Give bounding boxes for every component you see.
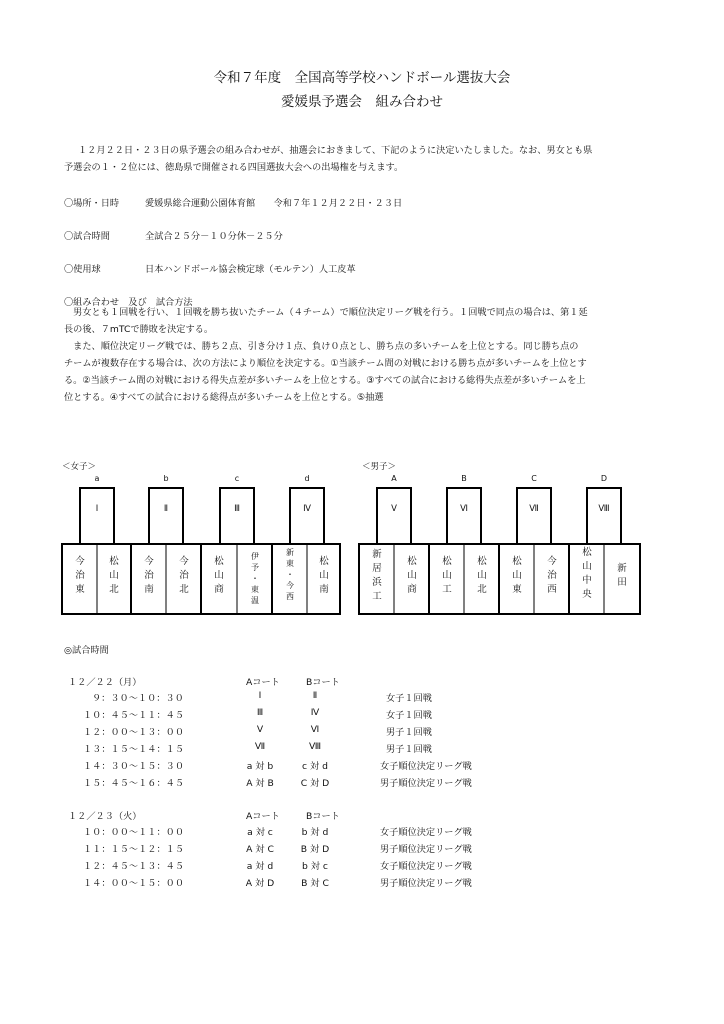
schedule-time: １２：４５～１３：４５ xyxy=(83,861,185,872)
court-b-match: b 対 d xyxy=(301,827,329,838)
time-label: 〇試合時間 xyxy=(64,231,110,242)
court-b-match: B 対 D xyxy=(300,844,330,855)
court-a-match: Ⅲ xyxy=(256,707,264,718)
court-a-match: a 対 d xyxy=(246,861,274,872)
court-b-header: Bコート xyxy=(306,811,340,822)
page-title: 令和７年度 全国高等学校ハンドボール選抜大会 xyxy=(213,70,511,86)
match-note: 女子１回戦 xyxy=(386,693,432,704)
page-subtitle: 愛媛県予選会 組み合わせ xyxy=(281,94,443,110)
team-cell: 松 山 東 xyxy=(512,556,522,595)
match-note: 男子順位決定リーグ戦 xyxy=(380,878,472,889)
method-line: る。②当該チーム間の対戦における得失点差が多いチームを上位とする。③すべての試合における総得失点差が多いチームを上 xyxy=(64,375,586,386)
court-a-match: A 対 D xyxy=(245,878,275,889)
match-note: 女子順位決定リーグ戦 xyxy=(380,827,472,838)
women-match-box xyxy=(149,488,183,544)
men-match-box xyxy=(377,488,411,544)
court-a-match: Ⅶ xyxy=(254,741,266,752)
women-group-letter: c xyxy=(234,474,240,483)
court-a-header: Aコート xyxy=(246,811,280,822)
match-note: 男子１回戦 xyxy=(386,727,432,738)
team-cell: 松 山 工 xyxy=(442,556,452,595)
team-cell: 松 山 南 xyxy=(319,556,329,595)
men-match-number: Ⅴ xyxy=(391,504,397,514)
team-cell: 松 山 商 xyxy=(214,556,224,595)
ball-label: 〇使用球 xyxy=(64,264,101,275)
schedule-time: １５：４５～１６：４５ xyxy=(83,778,185,789)
schedule-time: １１：１５～１２：１５ xyxy=(83,844,185,855)
ball-value: 日本ハンドボール協会検定球（モルテン）人工皮革 xyxy=(145,264,356,275)
schedule-heading: ◎試合時間 xyxy=(64,645,109,656)
court-a-match: a 対 b xyxy=(246,761,274,772)
schedule-time: １３：１５～１４：１５ xyxy=(83,744,185,755)
time-value: 全試合２５分－１０分休－２５分 xyxy=(145,231,283,242)
court-b-match: Ⅷ xyxy=(308,741,322,752)
method-line: チームが複数存在する場合は、次の方法により順位を決定する。①当該チーム間の対戦における勝ち点が多いチームを上位とす xyxy=(64,358,587,369)
schedule-date: １２／２２（月） xyxy=(68,677,142,688)
women-match-box xyxy=(220,488,254,544)
men-bracket-label: ＜男子＞ xyxy=(362,462,397,472)
method-line: 位とする。④すべての試合における総得点が多いチームを上位とする。⑤抽選 xyxy=(64,392,384,403)
women-group-letter: d xyxy=(304,474,310,483)
method-line: 長の後、７mTCで勝敗を決定する。 xyxy=(64,324,214,335)
court-b-match: C 対 D xyxy=(300,778,330,789)
team-cell: 松 山 北 xyxy=(109,556,119,595)
men-group-letter: C xyxy=(531,474,537,483)
women-bracket-label: ＜女子＞ xyxy=(62,462,97,472)
team-cell: 今 治 東 xyxy=(75,556,85,595)
court-a-match: Ⅴ xyxy=(256,724,264,735)
team-cell: 伊 予 ・ 東 温 xyxy=(251,552,259,605)
women-match-box xyxy=(80,488,114,544)
team-cell: 今 治 北 xyxy=(179,556,189,595)
court-b-header: Bコート xyxy=(306,677,340,688)
place-value: 愛媛県総合運動公園体育館 令和７年１２月２２日・２３日 xyxy=(145,198,403,209)
court-b-match: Ⅱ xyxy=(312,690,318,701)
team-cell: 松 山 商 xyxy=(407,556,417,595)
court-a-match: a 対 c xyxy=(247,827,273,838)
team-cell: 新 東 ・ 今 西 xyxy=(286,548,294,601)
men-match-box xyxy=(517,488,551,544)
women-match-number: Ⅲ xyxy=(234,504,240,514)
match-note: 男子１回戦 xyxy=(386,744,432,755)
schedule-time: １４：３０～１５：３０ xyxy=(83,761,185,772)
match-note: 女子１回戦 xyxy=(386,710,432,721)
men-group-letter: A xyxy=(391,474,397,483)
method-line: 男女とも１回戦を行い、１回戦を勝ち抜いたチーム（４チーム）で順位決定リーグ戦を行う。１回戦で同点の場合は、第１延 xyxy=(64,307,588,318)
women-match-number: Ⅰ xyxy=(95,504,99,514)
court-b-match: Ⅳ xyxy=(310,707,320,718)
court-a-header: Aコート xyxy=(246,677,280,688)
men-group-letter: B xyxy=(461,474,467,483)
schedule-time: ９：３０～１０：３０ xyxy=(92,693,184,704)
team-cell: 松 山 中 央 xyxy=(582,547,592,600)
schedule-time: １４：００～１５：００ xyxy=(83,878,185,889)
women-group-letter: a xyxy=(94,474,100,483)
women-match-number: Ⅱ xyxy=(163,504,169,514)
women-match-number: Ⅳ xyxy=(303,504,311,514)
team-cell: 新 居 浜 工 xyxy=(372,549,382,602)
method-heading: 〇組み合わせ 及び 試合方法 xyxy=(64,297,193,308)
place-label: 〇場所・日時 xyxy=(64,198,120,209)
match-note: 男子順位決定リーグ戦 xyxy=(380,844,472,855)
court-a-match: A 対 B xyxy=(246,778,274,789)
schedule-time: １０：００～１１：００ xyxy=(83,827,185,838)
court-a-match: Ⅰ xyxy=(258,690,262,701)
men-match-box xyxy=(587,488,621,544)
men-group-letter: D xyxy=(600,474,608,483)
team-cell: 新 田 xyxy=(617,563,627,588)
schedule-date: １２／２３（火） xyxy=(68,811,142,822)
match-note: 男子順位決定リーグ戦 xyxy=(380,778,472,789)
women-match-box xyxy=(290,488,324,544)
schedule-time: １２：００～１３：００ xyxy=(83,727,185,738)
men-match-box xyxy=(447,488,481,544)
team-cell: 今 治 南 xyxy=(144,556,154,595)
court-a-match: A 対 C xyxy=(246,844,274,855)
men-match-number: Ⅵ xyxy=(460,504,468,514)
match-note: 女子順位決定リーグ戦 xyxy=(380,861,472,872)
women-group-letter: b xyxy=(163,474,169,483)
match-note: 女子順位決定リーグ戦 xyxy=(380,761,472,772)
men-match-number: Ⅷ xyxy=(598,504,610,514)
court-b-match: c 対 d xyxy=(302,761,328,772)
intro-line-2: 予選会の１・２位には、徳島県で開催される四国選抜大会への出場権を与えます。 xyxy=(64,162,404,173)
schedule-time: １０：４５～１１：４５ xyxy=(83,710,185,721)
court-b-match: b 対 c xyxy=(302,861,328,872)
court-b-match: Ⅵ xyxy=(310,724,320,735)
method-line: また、順位決定リーグ戦では、勝ち２点、引き分け１点、負け０点とし、勝ち点の多いチームを上位とする。同じ勝ち点の xyxy=(64,341,579,352)
court-b-match: B 対 C xyxy=(301,878,329,889)
team-cell: 松 山 北 xyxy=(477,556,487,595)
intro-line-1: １２月２２日・２３日の県予選会の組み合わせが、抽選会におきまして、下記のように決定いたしました。なお、男女とも県 xyxy=(78,145,593,156)
men-match-number: Ⅶ xyxy=(529,504,539,514)
team-cell: 今 治 西 xyxy=(547,556,557,595)
